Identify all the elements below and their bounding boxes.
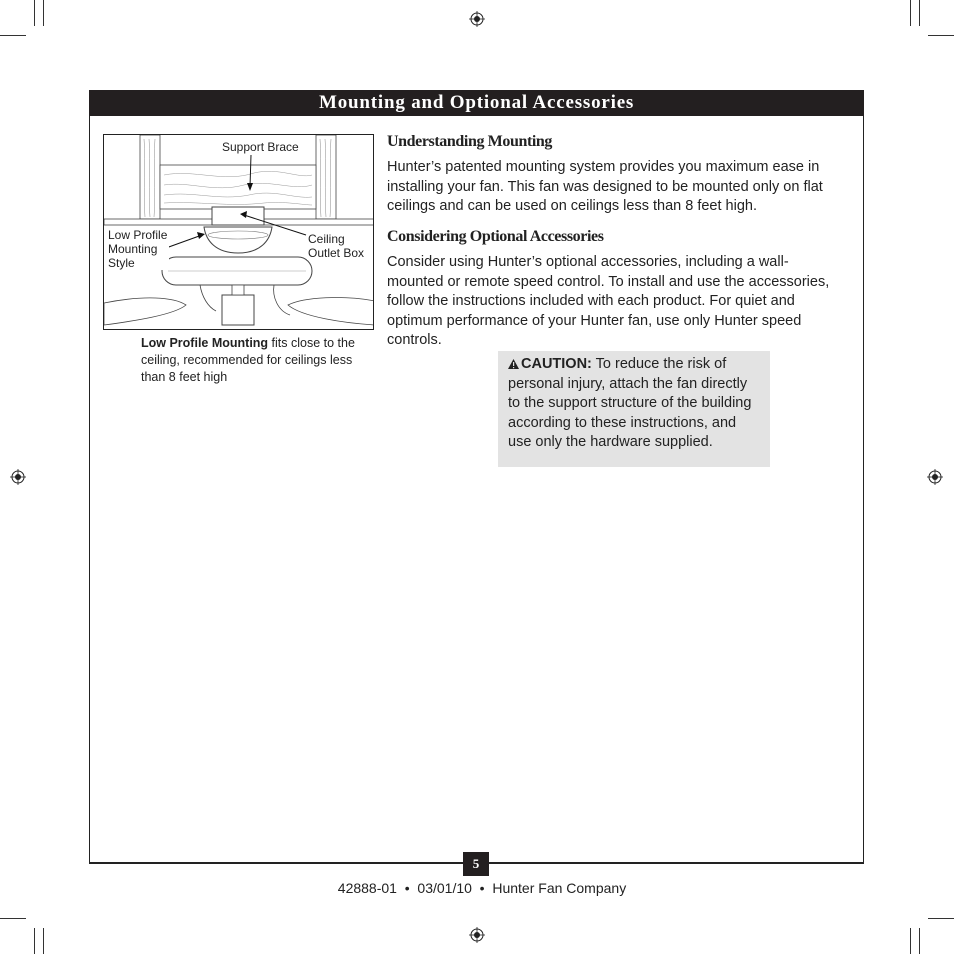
ceiling-outlet-label-line: Outlet Box [308,246,365,260]
low-profile-label [108,228,169,270]
mounting-illustration [103,134,374,330]
caution-label: CAUTION: [521,356,592,372]
footer-text: 42888-01 • 03/01/10 • Hunter Fan Company [337,880,627,896]
caption-text: fits close to the ceiling, recommended for ceilings less than 8 feet high [141,336,355,384]
section-title: Mounting and Optional Accessories [89,90,864,116]
registration-mark-icon [469,11,485,27]
low-profile-label-line: Style [108,256,135,270]
heading-optional-accessories: Considering Optional Accessories [387,228,604,245]
heading-understanding-mounting: Understanding Mounting [387,133,553,150]
warning-triangle-icon [508,359,519,369]
registration-mark-icon [10,469,26,485]
support-brace-label: Support Brace [222,140,299,154]
caution-text: To reduce the risk of personal injury, attach the fan directly to the support structure of the building according to these instructions, and use only the hardware supplied. [508,356,752,450]
caution-box [498,351,770,467]
low-profile-label-line: Mounting [108,242,158,256]
registration-mark-icon [469,927,485,943]
caption-bold: Low Profile Mounting [141,336,269,350]
page-number: 5 [463,852,489,876]
paragraph-understanding-mounting: Hunter’s patented mounting system provides you maximum ease in installing your fan. This fan was designed to be mounted only on flat ceilings and can be used on ceilings less than 8 feet high. [387,159,823,214]
low-profile-label-line: Low Profile [108,228,168,242]
registration-mark-icon [927,469,943,485]
figure-caption [141,335,371,386]
ceiling-outlet-label-line: Ceiling [308,232,345,246]
paragraph-optional-accessories: Consider using Hunter’s optional accessories, including a wall-mounted or remote speed control. To install and use the accessories, follow the instructions included with each product. For quiet and optimum performance of your Hunter fan, use only Hunter speed controls. [387,254,830,348]
ceiling-outlet-label [307,232,364,260]
